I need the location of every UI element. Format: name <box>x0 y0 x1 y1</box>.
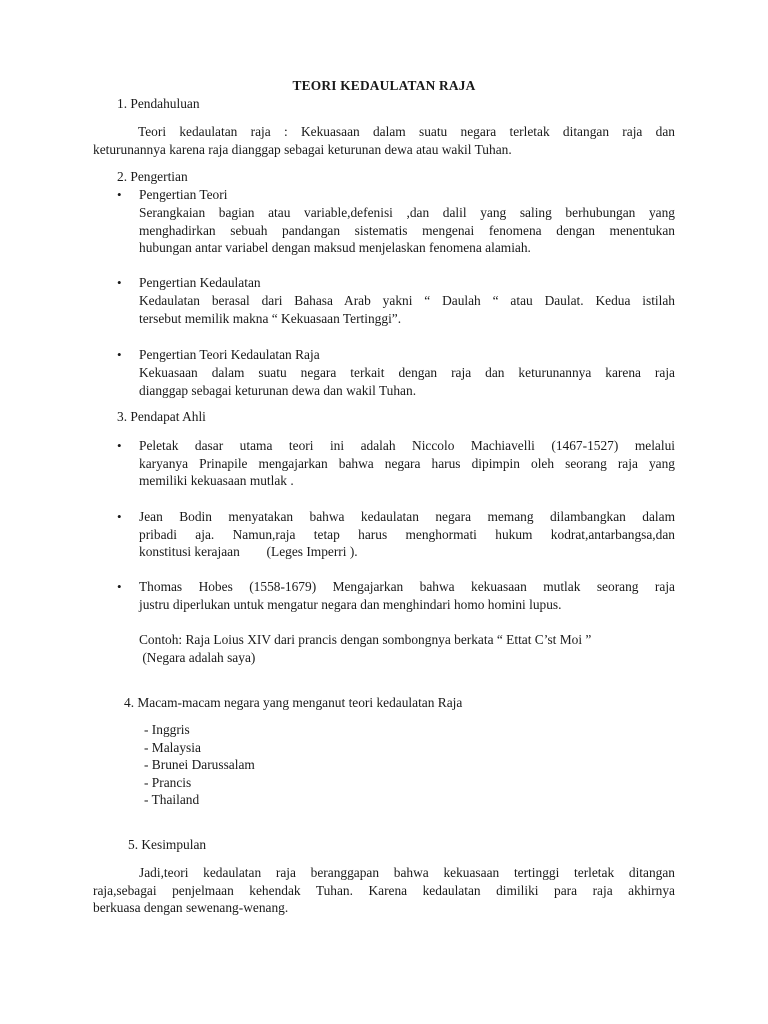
body-line: Kedaulatan berasal dari Bahasa Arab yakni “ Daulah “ atau Daulat. Kedua istilah <box>139 293 675 308</box>
body-line: karyanya Prinapile mengajarkan bahwa negara harus dipimpin oleh seorang raja yang <box>139 455 675 471</box>
body-line: Thomas Hobes (1558-1679) Mengajarkan bahwa kekuasaan mutlak seorang raja <box>139 579 675 594</box>
body-line: Peletak dasar utama teori ini adalah Niccolo Machiavelli (1467-1527) melalui <box>139 438 675 453</box>
bullet-marker: • <box>117 347 122 362</box>
bullet-body <box>139 578 675 613</box>
bullet-title: Pengertian Kedaulatan <box>139 275 261 290</box>
list-item: - Thailand <box>144 792 200 807</box>
bullet-title: Pengertian Teori <box>139 187 228 202</box>
section-4-heading: 4. Macam-macam negara yang menganut teori kedaulatan Raja <box>124 695 463 710</box>
body-line: dianggap sebagai keturunan dewa dan wakil Tuhan. <box>139 382 417 398</box>
section-3-heading: 3. Pendapat Ahli <box>117 409 206 424</box>
paragraph-line: berkuasa dengan sewenang-wenang. <box>93 900 289 916</box>
list-item: - Prancis <box>144 775 192 790</box>
body-line: justru diperlukan untuk mengatur negara dan menghindari homo homini lupus. <box>139 596 562 612</box>
body-line: Jean Bodin menyatakan bahwa kedaulatan negara memang dilambangkan dalam <box>139 509 675 524</box>
bullet-marker: • <box>117 579 122 594</box>
bullet-marker: • <box>117 509 122 524</box>
example-line: (Negara adalah saya) <box>139 650 256 665</box>
section-5-heading: 5. Kesimpulan <box>128 837 207 852</box>
example-line: Contoh: Raja Loius XIV dari prancis dengan sombongnya berkata “ Ettat C’st Moi ” <box>139 632 592 647</box>
paragraph-line: Jadi,teori kedaulatan raja beranggapan bahwa kekuasaan tertinggi terletak ditangan <box>139 865 675 880</box>
paragraph-line: raja,sebagai penjelmaan kehendak Tuhan. Karena kedaulatan dimiliki para raja akhirnya <box>93 882 675 898</box>
body-line: Kekuasaan dalam suatu negara terkait dengan raja dan keturunannya karena raja <box>139 365 675 380</box>
section-1-paragraph <box>93 123 675 158</box>
list-item: - Malaysia <box>144 740 201 755</box>
section-1-heading: 1. Pendahuluan <box>117 96 200 111</box>
bullet-marker: • <box>117 275 122 290</box>
bullet-body <box>139 292 675 327</box>
paragraph-line: keturunannya karena raja dianggap sebagai keturunan dewa atau wakil Tuhan. <box>93 141 512 157</box>
bullet-title: Pengertian Teori Kedaulatan Raja <box>139 347 320 362</box>
body-line: pribadi aja. Namun,raja tetap harus menghormati hukum kodrat,antarbangsa,dan <box>139 526 675 542</box>
bullet-body <box>139 204 675 257</box>
bullet-marker: • <box>117 438 122 453</box>
body-line: konstitusi kerajaan (Leges Imperri ). <box>139 544 358 560</box>
section-2-heading: 2. Pengertian <box>117 169 188 184</box>
body-line: Serangkaian bagian atau variable,defenisi ,dan dalil yang saling berhubungan yang <box>139 205 675 220</box>
bullet-body <box>139 364 675 399</box>
paragraph-line: Teori kedaulatan raja : Kekuasaan dalam suatu negara terletak ditangan raja dan <box>138 124 675 139</box>
body-line: memiliki kekuasaan mutlak . <box>139 473 294 489</box>
document-title: TEORI KEDAULATAN RAJA <box>292 78 476 93</box>
list-item: - Brunei Darussalam <box>144 757 255 772</box>
list-item: - Inggris <box>144 722 190 737</box>
bullet-body <box>139 437 675 490</box>
body-line: hubungan antar variabel dengan maksud menjelaskan fenomena alamiah. <box>139 240 531 256</box>
body-line: menghadirkan sebuah pandangan sistematis mengenai fenomena dengan menentukan <box>139 222 675 238</box>
section-5-paragraph <box>93 864 675 917</box>
body-line: tersebut memilik makna “ Kekuasaan Tertinggi”. <box>139 310 402 326</box>
bullet-body <box>139 508 675 561</box>
bullet-marker: • <box>117 187 122 202</box>
